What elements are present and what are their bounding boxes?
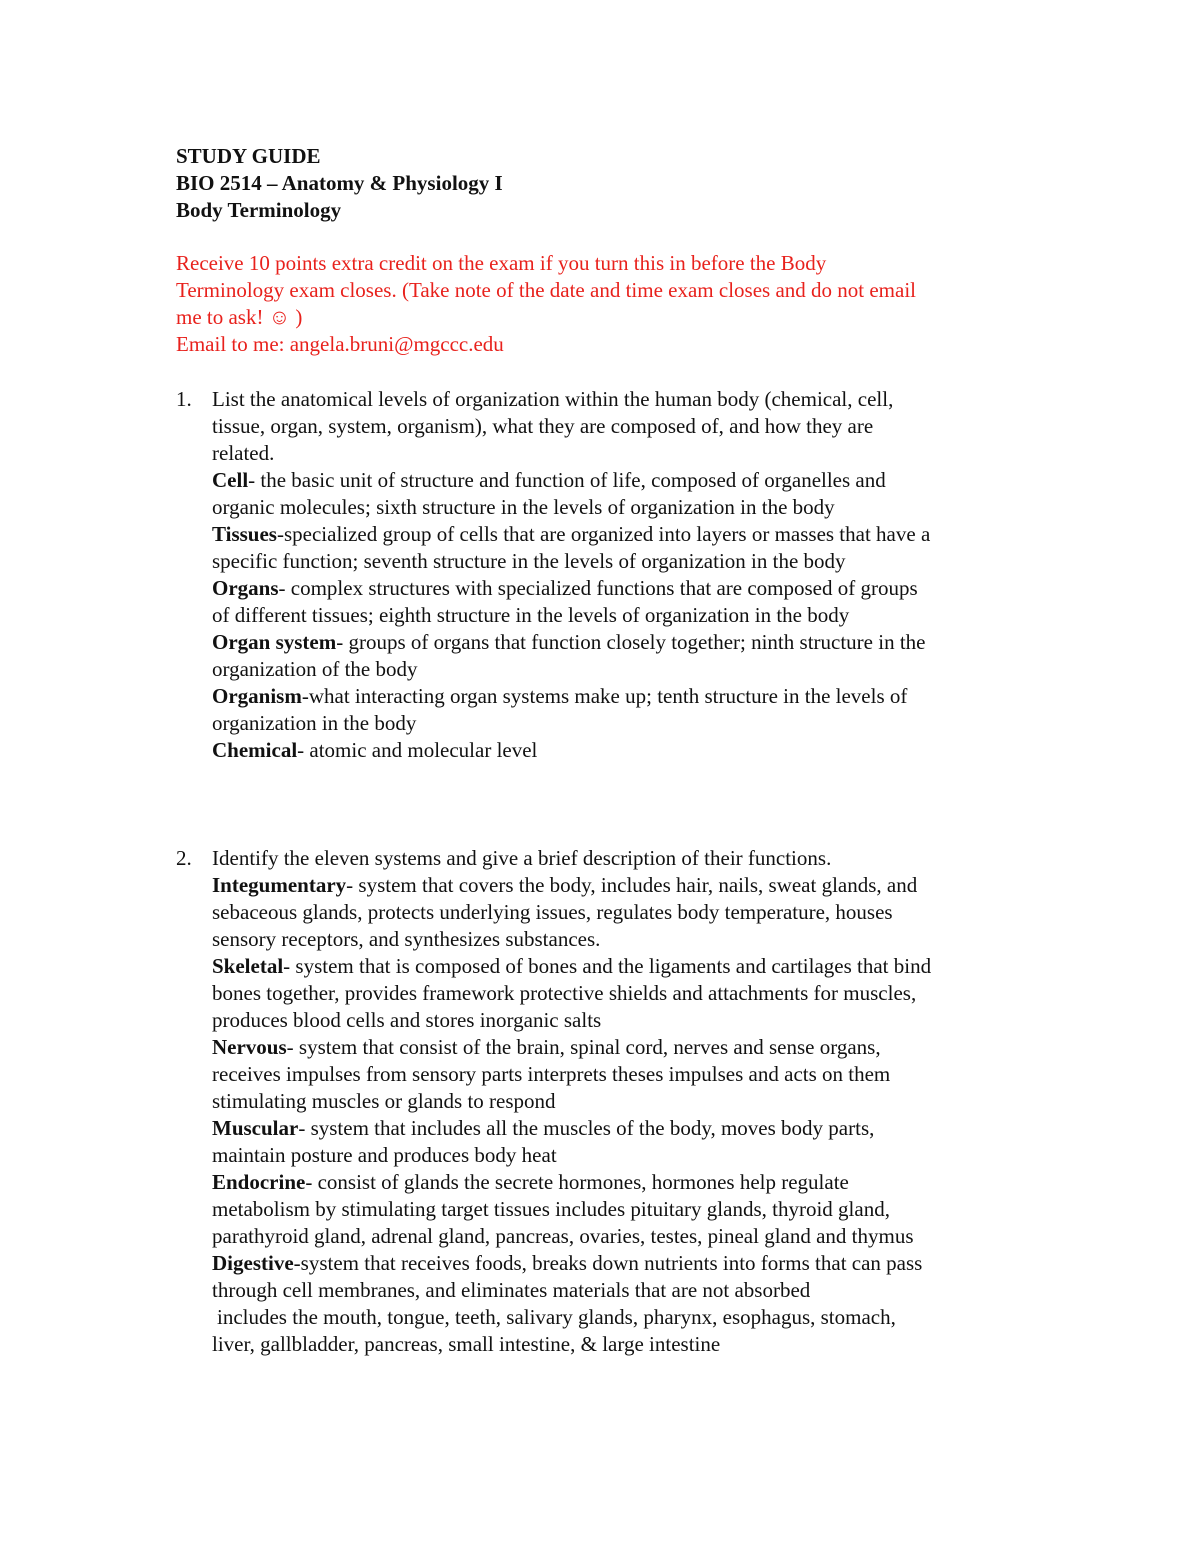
answer-term: Endocrine [212, 1170, 306, 1194]
question-text [176, 845, 1036, 872]
answer-term: Nervous [212, 1035, 287, 1059]
extra-credit-notice [176, 250, 1026, 358]
answer-cell [176, 467, 1036, 521]
answer-text: includes the mouth, tongue, teeth, salivary glands, pharynx, esophagus, stomach, [217, 1305, 896, 1329]
answer-text: maintain posture and produces body heat [212, 1143, 557, 1167]
answer-skeletal [176, 953, 1036, 1034]
answer-endocrine [176, 1169, 1036, 1250]
answer-integumentary [176, 872, 1036, 953]
answer-organs [176, 575, 1036, 629]
question-text [176, 386, 1036, 467]
answer-nervous [176, 1034, 1036, 1115]
answer-text: receives impulses from sensory parts interprets theses impulses and acts on them [212, 1062, 891, 1086]
answer-chemical [176, 737, 1036, 764]
question-line: Identify the eleven systems and give a brief description of their functions. [212, 846, 832, 870]
answer-text: organic molecules; sixth structure in the levels of organization in the body [212, 495, 835, 519]
answer-text: bones together, provides framework protective shields and attachments for muscles, [212, 981, 917, 1005]
answer-text: sebaceous glands, protects underlying issues, regulates body temperature, houses [212, 900, 893, 924]
question-2 [176, 845, 1036, 1358]
answer-term: Tissues [212, 522, 277, 546]
question-number: 1. [176, 387, 192, 411]
answer-organ-system [176, 629, 1036, 683]
course-title: BIO 2514 – Anatomy & Physiology I [176, 171, 503, 195]
answer-text: - complex structures with specialized functions that are composed of groups [278, 576, 918, 600]
answer-organism [176, 683, 1036, 737]
answer-text: stimulating muscles or glands to respond [212, 1089, 556, 1113]
answer-text: metabolism by stimulating target tissues includes pituitary glands, thyroid gland, [212, 1197, 890, 1221]
question-line: tissue, organ, system, organism), what they are composed of, and how they are [212, 414, 874, 438]
answer-text: - system that consist of the brain, spinal cord, nerves and sense organs, [286, 1035, 881, 1059]
answer-text: liver, gallbladder, pancreas, small intestine, & large intestine [212, 1332, 721, 1356]
answer-text: - system that covers the body, includes hair, nails, sweat glands, and [346, 873, 918, 897]
answer-text: of different tissues; eighth structure in the levels of organization in the body [212, 603, 850, 627]
answer-muscular [176, 1115, 1036, 1169]
answer-term: Chemical [212, 738, 298, 762]
answer-text: - consist of glands the secrete hormones, hormones help regulate [305, 1170, 849, 1194]
answer-text: produces blood cells and stores inorganic salts [212, 1008, 602, 1032]
question-number: 2. [176, 846, 192, 870]
topic-title: Body Terminology [176, 198, 342, 222]
notice-line: Terminology exam closes. (Take note of the date and time exam closes and do not email [176, 278, 916, 302]
answer-tissues [176, 521, 1036, 575]
answer-text: - atomic and molecular level [297, 738, 538, 762]
document-header [176, 143, 1076, 224]
question-line: List the anatomical levels of organization within the human body (chemical, cell, [212, 387, 894, 411]
answer-text: organization of the body [212, 657, 418, 681]
answer-term: Organ system [212, 630, 337, 654]
notice-line: me to ask! ☺ ) [176, 305, 303, 329]
answer-text: sensory receptors, and synthesizes substances. [212, 927, 601, 951]
answer-digestive [176, 1250, 1036, 1358]
question-1 [176, 386, 1036, 764]
notice-line: Receive 10 points extra credit on the exam if you turn this in before the Body [176, 251, 827, 275]
answer-text: organization in the body [212, 711, 417, 735]
answer-term: Muscular [212, 1116, 299, 1140]
answer-text: parathyroid gland, adrenal gland, pancreas, ovaries, testes, pineal gland and thymus [212, 1224, 914, 1248]
answer-term: Digestive [212, 1251, 294, 1275]
email-line: Email to me: angela.bruni@mgccc.edu [176, 332, 504, 356]
answer-term: Organs [212, 576, 279, 600]
answer-text: -system that receives foods, breaks down nutrients into forms that can pass [293, 1251, 923, 1275]
answer-term: Skeletal [212, 954, 284, 978]
doc-title: STUDY GUIDE [176, 144, 321, 168]
question-line: related. [212, 441, 275, 465]
answer-text: through cell membranes, and eliminates materials that are not absorbed [212, 1278, 811, 1302]
answer-text: -specialized group of cells that are organized into layers or masses that have a [276, 522, 931, 546]
answer-text: - system that includes all the muscles of the body, moves body parts, [298, 1116, 875, 1140]
answer-text: - groups of organs that function closely together; ninth structure in the [336, 630, 926, 654]
answer-text: specific function; seventh structure in the levels of organization in the body [212, 549, 846, 573]
answer-text: - the basic unit of structure and function of life, composed of organelles and [248, 468, 886, 492]
answer-term: Organism [212, 684, 302, 708]
answer-term: Cell [212, 468, 249, 492]
answer-term: Integumentary [212, 873, 347, 897]
answer-text: - system that is composed of bones and the ligaments and cartilages that bind [283, 954, 932, 978]
answer-text: -what interacting organ systems make up; tenth structure in the levels of [301, 684, 908, 708]
